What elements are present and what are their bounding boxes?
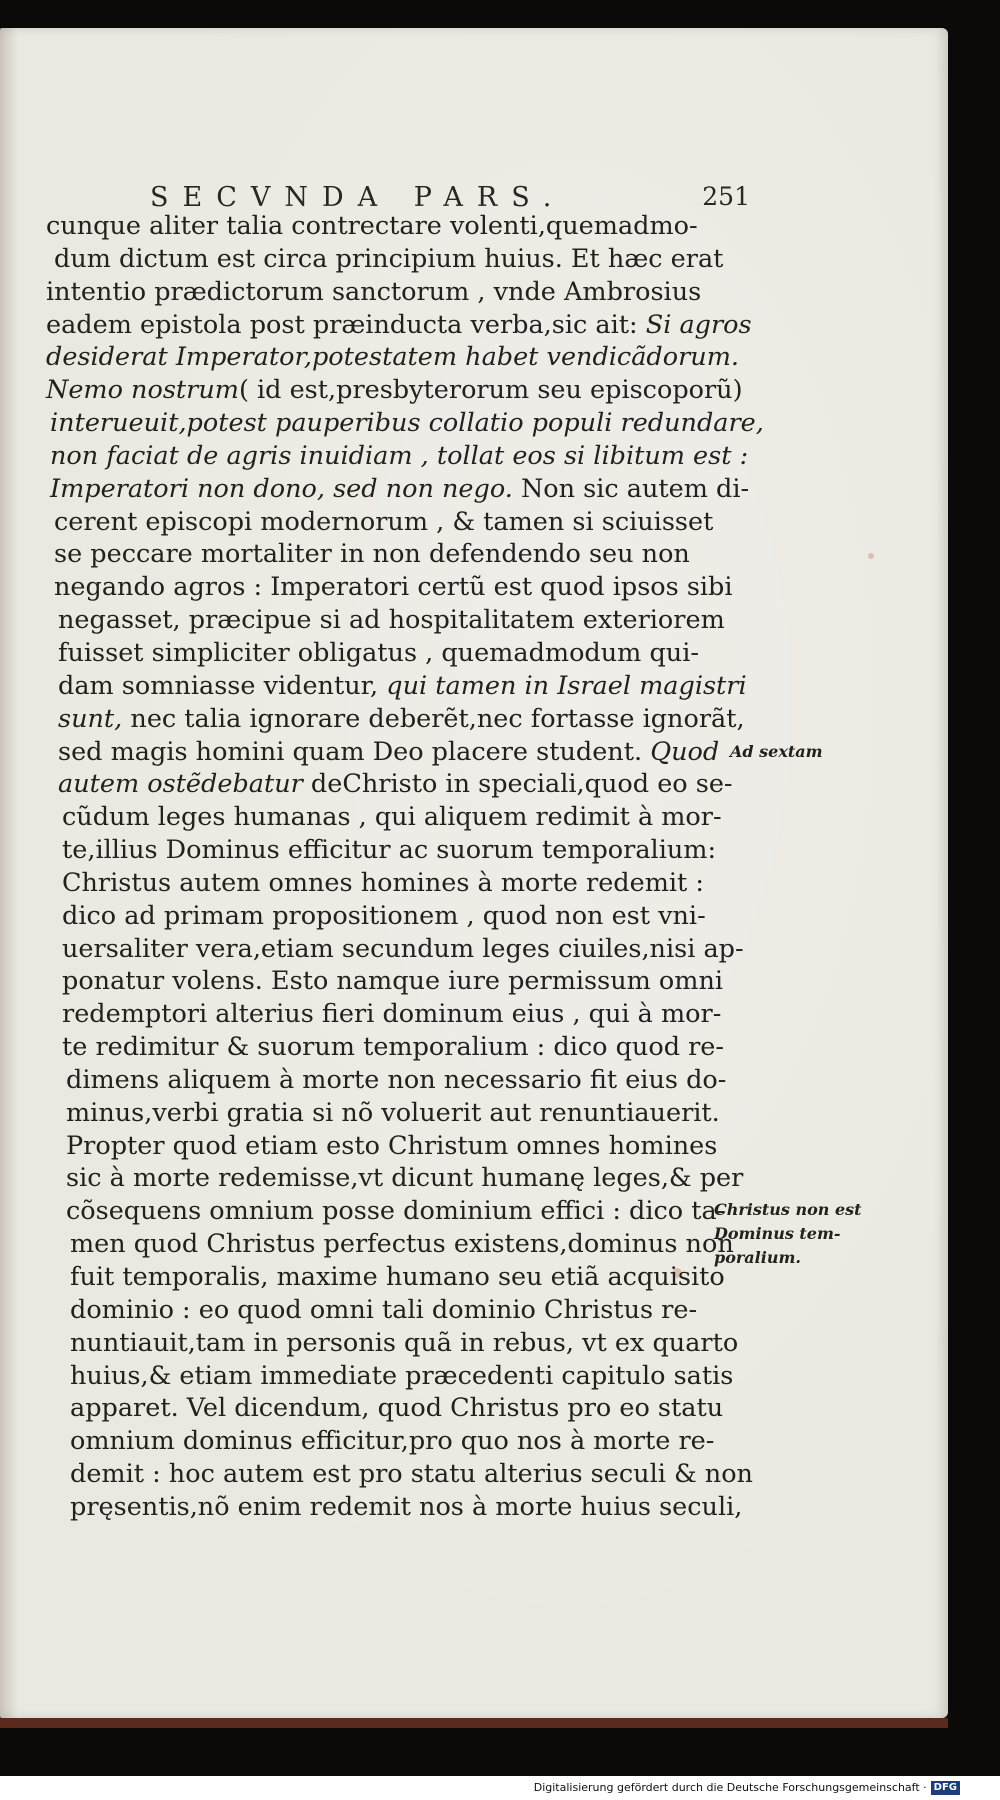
marginal-note-line: Christus non est <box>714 1200 862 1219</box>
italic-text-segment: non faciat de agris inuidiam , tollat eos si libitum est : <box>50 440 749 471</box>
text-line <box>46 965 724 998</box>
text-line <box>46 1228 734 1261</box>
text-line <box>46 506 714 539</box>
digitization-credit-text: Digitalisierung gefördert durch die Deutsche Forschungsgemeinschaft · <box>533 1781 927 1794</box>
text-segment: redemptori alterius fieri dominum eius , qui à mor- <box>62 999 722 1030</box>
italic-text-segment: desiderat Imperator,potestatem habet vendicãdorum. <box>46 342 739 373</box>
text-line <box>46 1360 734 1393</box>
italic-text-segment: sunt, <box>58 703 123 734</box>
text-segment: Propter quod etiam esto Christum omnes homines <box>66 1130 718 1161</box>
text-segment: negasset, præcipue si ad hospitalitatem exteriorem <box>58 605 725 636</box>
text-line <box>46 1130 718 1163</box>
text-line <box>46 341 739 374</box>
text-line <box>46 867 706 900</box>
text-line <box>46 834 717 867</box>
digitization-credit <box>530 1780 964 1796</box>
text-segment: ponatur volens. Esto namque iure permissum omni <box>62 966 724 997</box>
text-segment: fuisset simpliciter obligatus , quemadmodum qui- <box>58 637 699 668</box>
text-line <box>46 407 764 440</box>
text-segment: fuit temporalis, maxime humano seu etiã acquisito <box>70 1262 725 1292</box>
text-segment: dimens aliquem à morte non necessario fit eius do- <box>66 1064 727 1095</box>
marginal-note-text: Ad sextam <box>730 742 823 761</box>
italic-text-segment: qui tamen in Israel magistri <box>386 670 747 701</box>
text-segment: men quod Christus perfectus existens,dominus non <box>70 1229 734 1260</box>
text-segment: uersaliter vera,etiam secundum leges ciuiles,nisi ap- <box>62 933 744 964</box>
marginal-note-christus <box>714 1198 862 1270</box>
text-segment: nuntiauit,tam in personis quã in rebus, vt ex quarto <box>70 1327 739 1358</box>
body-text <box>46 210 764 1524</box>
text-segment: ( id est,presbyterorum seu episcoporũ) <box>238 375 743 406</box>
text-segment: nec talia ignorare deberẽt,nec fortasse ignorãt, <box>122 703 745 734</box>
text-segment: negando agros : Imperatori certũ est quod ipsos sibi <box>54 572 733 603</box>
text-segment: dum dictum est circa principium huius. Et hæc erat <box>54 243 724 274</box>
dfg-logo: DFG <box>931 1781 960 1795</box>
text-segment: huius,& etiam immediate præcedenti capitulo satis <box>70 1360 734 1391</box>
text-line <box>46 374 743 407</box>
page-number: 251 <box>702 182 750 211</box>
text-segment: deChristo in speciali,quod eo se- <box>302 769 733 800</box>
text-line <box>46 571 733 604</box>
text-segment: cunque aliter talia contrectare volenti,quemadmo- <box>46 211 698 241</box>
text-line <box>46 801 722 834</box>
running-head: SECVNDA PARS. <box>150 182 566 213</box>
text-segment: minus,verbi gratia si nõ voluerit aut renuntiauerit. <box>66 1097 720 1128</box>
text-segment: cõsequens omnium posse dominium effici : dico ta- <box>66 1196 726 1227</box>
text-line <box>46 670 747 703</box>
text-line <box>46 604 725 637</box>
text-line <box>46 1425 715 1458</box>
text-segment: omnium dominus efficitur,pro quo nos à morte re- <box>70 1426 715 1457</box>
text-segment: sic à morte redemisse,vt dicunt humanę leges,& per <box>66 1163 744 1194</box>
text-segment: cerent episcopi modernorum , & tamen si sciuisset <box>54 506 714 537</box>
italic-text-segment: autem ostẽdebatur <box>58 769 303 800</box>
text-line <box>46 703 745 736</box>
text-line <box>46 1491 743 1524</box>
paper-stain <box>868 553 874 559</box>
text-segment: pręsentis,nõ enim redemit nos à morte huius seculi, <box>70 1491 743 1522</box>
text-line <box>46 1195 726 1228</box>
italic-text-segment: Si agros <box>645 309 752 340</box>
text-segment: dominio : eo quod omni tali dominio Christus re- <box>70 1294 698 1325</box>
marginal-note-ad-sextam <box>730 740 823 764</box>
marginal-note-line: Dominus tem- <box>714 1224 841 1243</box>
text-line <box>46 1294 706 1327</box>
marginal-note-line: poralium. <box>714 1248 801 1267</box>
italic-text-segment: Imperatori non dono, sed non nego. <box>50 473 513 504</box>
text-segment: cũdum leges humanas , qui aliquem redimit à mor- <box>62 802 722 833</box>
book-page <box>0 28 948 1718</box>
text-segment: apparet. Vel dicendum, quod Christus pro eo statu <box>70 1393 724 1424</box>
text-segment: te,illius Dominus efficitur ac suorum temporalium: <box>62 835 717 866</box>
text-line <box>46 538 706 571</box>
text-line <box>46 1097 720 1130</box>
text-line <box>46 900 706 933</box>
text-segment: te redimitur & suorum temporalium : dico quod re- <box>62 1032 725 1063</box>
text-line <box>46 276 706 309</box>
text-line <box>46 1064 727 1097</box>
text-segment: sed magis homini quam Deo placere student. <box>58 736 651 767</box>
text-segment: dico ad primam propositionem , quod non est vni- <box>62 900 706 931</box>
text-line <box>46 309 752 342</box>
text-segment: demit : hoc autem est pro statu alterius seculi & non <box>70 1459 753 1490</box>
text-segment: eadem epistola post præinducta verba,sic ait: <box>46 309 646 340</box>
page-edge <box>0 1718 948 1728</box>
text-line <box>46 210 706 243</box>
text-segment: Christus autem omnes homines à morte redemit : <box>62 867 704 898</box>
text-segment: Non sic autem di- <box>512 473 750 504</box>
text-line <box>46 1458 753 1491</box>
text-segment: intentio prædictorum sanctorum , vnde Ambrosius <box>46 276 702 307</box>
text-segment: se peccare mortaliter in non defendendo seu non <box>54 539 690 570</box>
text-line <box>46 1261 725 1294</box>
italic-text-segment: Nemo nostrum <box>46 375 239 406</box>
text-line <box>46 637 706 670</box>
text-segment: dam somniasse videntur, <box>58 670 387 701</box>
text-line <box>46 736 720 769</box>
text-line <box>46 1162 744 1195</box>
text-line <box>46 1031 725 1064</box>
italic-text-segment: Quod <box>650 736 720 767</box>
text-line <box>46 933 744 966</box>
text-line <box>46 473 750 506</box>
text-line <box>46 440 749 473</box>
text-line <box>46 1392 724 1425</box>
text-line <box>46 998 722 1031</box>
text-line <box>46 243 724 276</box>
text-line <box>46 1327 739 1360</box>
text-line <box>46 768 733 801</box>
italic-text-segment: interueuit,potest pauperibus collatio populi redundare, <box>50 408 764 439</box>
